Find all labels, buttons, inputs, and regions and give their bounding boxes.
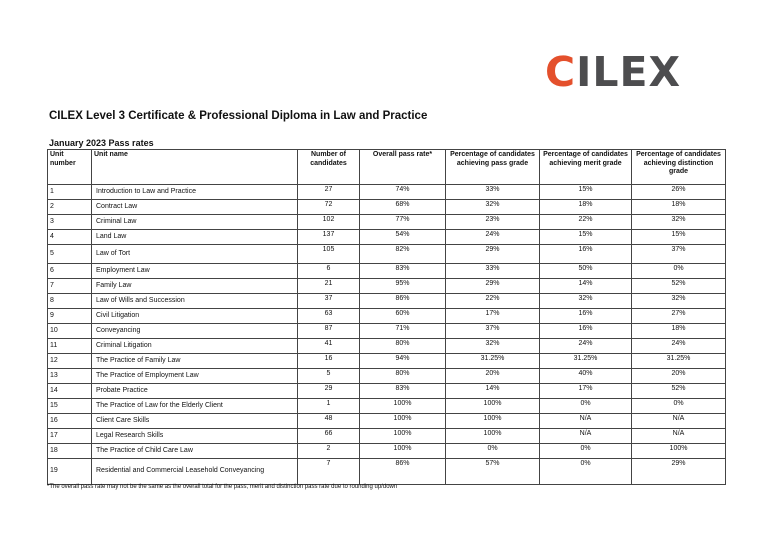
table-row: [48, 429, 726, 444]
cell-merit-grade: N/A: [540, 414, 632, 429]
cell-distinction-grade: 31.25%: [632, 354, 726, 369]
table-row: [48, 339, 726, 354]
cell-pass-grade: 22%: [446, 294, 540, 309]
cell-candidates: 72: [298, 200, 360, 215]
cell-merit-grade: 22%: [540, 215, 632, 230]
table-body: [48, 185, 726, 485]
cell-unit-number: 16: [48, 414, 92, 429]
table-row: [48, 185, 726, 200]
document-title: CILEX Level 3 Certificate & Professional Diploma in Law and Practice: [49, 110, 428, 122]
cell-unit-name: Criminal Law: [92, 215, 298, 230]
cell-unit-number: 14: [48, 384, 92, 399]
cell-pass-grade: 100%: [446, 399, 540, 414]
logo-text: CILEX: [545, 48, 682, 96]
cell-distinction-grade: 100%: [632, 444, 726, 459]
cell-overall-pass-rate: 100%: [360, 429, 446, 444]
cell-overall-pass-rate: 68%: [360, 200, 446, 215]
cell-overall-pass-rate: 100%: [360, 399, 446, 414]
cell-candidates: 87: [298, 324, 360, 339]
table-row: [48, 384, 726, 399]
cell-candidates: 66: [298, 429, 360, 444]
cell-overall-pass-rate: 54%: [360, 230, 446, 245]
cell-distinction-grade: 20%: [632, 369, 726, 384]
cell-candidates: 102: [298, 215, 360, 230]
header-pass-grade: Percentage of candidates achieving pass grade: [446, 150, 540, 185]
cell-overall-pass-rate: 82%: [360, 245, 446, 264]
cell-unit-number: 9: [48, 309, 92, 324]
cell-unit-name: Law of Wills and Succession: [92, 294, 298, 309]
cell-pass-grade: 24%: [446, 230, 540, 245]
cell-overall-pass-rate: 80%: [360, 339, 446, 354]
cell-pass-grade: 0%: [446, 444, 540, 459]
cell-pass-grade: 33%: [446, 264, 540, 279]
cell-distinction-grade: 37%: [632, 245, 726, 264]
cell-candidates: 2: [298, 444, 360, 459]
cell-pass-grade: 37%: [446, 324, 540, 339]
cell-overall-pass-rate: 86%: [360, 294, 446, 309]
table-row: [48, 215, 726, 230]
cell-unit-name: The Practice of Child Care Law: [92, 444, 298, 459]
cell-pass-grade: 29%: [446, 279, 540, 294]
header-overall-pass-rate: Overall pass rate*: [360, 150, 446, 185]
section-title: January 2023 Pass rates: [49, 138, 154, 148]
table-row: [48, 459, 726, 485]
table-row: [48, 294, 726, 309]
cell-unit-name: Conveyancing: [92, 324, 298, 339]
cell-pass-grade: 29%: [446, 245, 540, 264]
cell-candidates: 37: [298, 294, 360, 309]
cell-pass-grade: 100%: [446, 414, 540, 429]
table-row: [48, 354, 726, 369]
cell-candidates: 27: [298, 185, 360, 200]
cell-unit-name: Contract Law: [92, 200, 298, 215]
cell-pass-grade: 20%: [446, 369, 540, 384]
cilex-logo: [545, 48, 682, 96]
cell-unit-number: 2: [48, 200, 92, 215]
cell-candidates: 1: [298, 399, 360, 414]
cell-candidates: 137: [298, 230, 360, 245]
cell-unit-number: 8: [48, 294, 92, 309]
table-row: [48, 245, 726, 264]
header-unit-number: Unit number: [48, 150, 92, 185]
cell-pass-grade: 31.25%: [446, 354, 540, 369]
cell-merit-grade: 24%: [540, 339, 632, 354]
cell-distinction-grade: 18%: [632, 324, 726, 339]
cell-pass-grade: 100%: [446, 429, 540, 444]
cell-unit-number: 18: [48, 444, 92, 459]
cell-pass-grade: 23%: [446, 215, 540, 230]
cell-merit-grade: 50%: [540, 264, 632, 279]
cell-unit-name: The Practice of Family Law: [92, 354, 298, 369]
cell-overall-pass-rate: 71%: [360, 324, 446, 339]
cell-candidates: 48: [298, 414, 360, 429]
cell-candidates: 63: [298, 309, 360, 324]
cell-pass-grade: 33%: [446, 185, 540, 200]
cell-unit-name: Employment Law: [92, 264, 298, 279]
cell-merit-grade: 17%: [540, 384, 632, 399]
cell-merit-grade: 15%: [540, 230, 632, 245]
table-row: [48, 279, 726, 294]
cell-unit-name: The Practice of Law for the Elderly Client: [92, 399, 298, 414]
cell-candidates: 7: [298, 459, 360, 485]
cell-pass-grade: 32%: [446, 200, 540, 215]
cell-merit-grade: 16%: [540, 245, 632, 264]
cell-unit-name: The Practice of Employment Law: [92, 369, 298, 384]
cell-distinction-grade: 29%: [632, 459, 726, 485]
table-row: [48, 369, 726, 384]
cell-candidates: 16: [298, 354, 360, 369]
cell-merit-grade: 0%: [540, 399, 632, 414]
cell-merit-grade: 31.25%: [540, 354, 632, 369]
cell-unit-name: Introduction to Law and Practice: [92, 185, 298, 200]
cell-unit-number: 4: [48, 230, 92, 245]
table-row: [48, 444, 726, 459]
cell-candidates: 5: [298, 369, 360, 384]
cell-unit-name: Client Care Skills: [92, 414, 298, 429]
cell-merit-grade: 18%: [540, 200, 632, 215]
table-row: [48, 309, 726, 324]
table-row: [48, 200, 726, 215]
cell-distinction-grade: 18%: [632, 200, 726, 215]
header-merit-grade: Percentage of candidates achieving merit grade: [540, 150, 632, 185]
cell-candidates: 29: [298, 384, 360, 399]
cell-distinction-grade: 0%: [632, 399, 726, 414]
cell-unit-name: Probate Practice: [92, 384, 298, 399]
cell-distinction-grade: 27%: [632, 309, 726, 324]
cell-unit-name: Family Law: [92, 279, 298, 294]
cell-overall-pass-rate: 86%: [360, 459, 446, 485]
cell-unit-number: 6: [48, 264, 92, 279]
cell-overall-pass-rate: 83%: [360, 384, 446, 399]
cell-distinction-grade: 52%: [632, 384, 726, 399]
cell-pass-grade: 14%: [446, 384, 540, 399]
cell-unit-name: Criminal Litigation: [92, 339, 298, 354]
cell-unit-number: 1: [48, 185, 92, 200]
cell-unit-number: 15: [48, 399, 92, 414]
cell-unit-number: 11: [48, 339, 92, 354]
cell-unit-number: 7: [48, 279, 92, 294]
cell-unit-number: 17: [48, 429, 92, 444]
cell-candidates: 21: [298, 279, 360, 294]
cell-overall-pass-rate: 100%: [360, 444, 446, 459]
cell-merit-grade: 14%: [540, 279, 632, 294]
cell-unit-number: 12: [48, 354, 92, 369]
cell-merit-grade: N/A: [540, 429, 632, 444]
cell-overall-pass-rate: 77%: [360, 215, 446, 230]
cell-distinction-grade: 26%: [632, 185, 726, 200]
header-unit-name: Unit name: [92, 150, 298, 185]
cell-candidates: 105: [298, 245, 360, 264]
header-candidates: Number of candidates: [298, 150, 360, 185]
cell-unit-number: 5: [48, 245, 92, 264]
cell-distinction-grade: 32%: [632, 294, 726, 309]
cell-distinction-grade: 0%: [632, 264, 726, 279]
table-row: [48, 230, 726, 245]
cell-candidates: 6: [298, 264, 360, 279]
cell-merit-grade: 15%: [540, 185, 632, 200]
cell-unit-name: Law of Tort: [92, 245, 298, 264]
cell-distinction-grade: 15%: [632, 230, 726, 245]
cell-unit-name: Land Law: [92, 230, 298, 245]
cell-distinction-grade: N/A: [632, 429, 726, 444]
cell-merit-grade: 32%: [540, 294, 632, 309]
table-row: [48, 324, 726, 339]
cell-unit-number: 3: [48, 215, 92, 230]
cell-merit-grade: 16%: [540, 309, 632, 324]
cell-pass-grade: 17%: [446, 309, 540, 324]
footnote: *The overall pass rate may not be the same as the overall total for the pass, merit and distinction pass rate due to rounding up/down: [47, 484, 398, 490]
pass-rates-table: [47, 149, 726, 485]
cell-overall-pass-rate: 83%: [360, 264, 446, 279]
cell-merit-grade: 0%: [540, 459, 632, 485]
table-row: [48, 414, 726, 429]
header-distinction-grade: Percentage of candidates achieving distinction grade: [632, 150, 726, 185]
cell-overall-pass-rate: 80%: [360, 369, 446, 384]
cell-overall-pass-rate: 95%: [360, 279, 446, 294]
cell-unit-name: Legal Research Skills: [92, 429, 298, 444]
cell-overall-pass-rate: 60%: [360, 309, 446, 324]
table-row: [48, 399, 726, 414]
cell-distinction-grade: N/A: [632, 414, 726, 429]
cell-merit-grade: 16%: [540, 324, 632, 339]
cell-overall-pass-rate: 94%: [360, 354, 446, 369]
cell-distinction-grade: 24%: [632, 339, 726, 354]
cell-merit-grade: 40%: [540, 369, 632, 384]
cell-distinction-grade: 52%: [632, 279, 726, 294]
table-row: [48, 264, 726, 279]
cell-overall-pass-rate: 74%: [360, 185, 446, 200]
cell-unit-number: 19: [48, 459, 92, 485]
table-header-row: [48, 150, 726, 185]
cell-overall-pass-rate: 100%: [360, 414, 446, 429]
cell-distinction-grade: 32%: [632, 215, 726, 230]
cell-candidates: 41: [298, 339, 360, 354]
cell-pass-grade: 32%: [446, 339, 540, 354]
cell-unit-name: Residential and Commercial Leasehold Conveyancing: [92, 459, 298, 485]
cell-unit-number: 10: [48, 324, 92, 339]
cell-merit-grade: 0%: [540, 444, 632, 459]
cell-pass-grade: 57%: [446, 459, 540, 485]
cell-unit-number: 13: [48, 369, 92, 384]
cell-unit-name: Civil Litigation: [92, 309, 298, 324]
